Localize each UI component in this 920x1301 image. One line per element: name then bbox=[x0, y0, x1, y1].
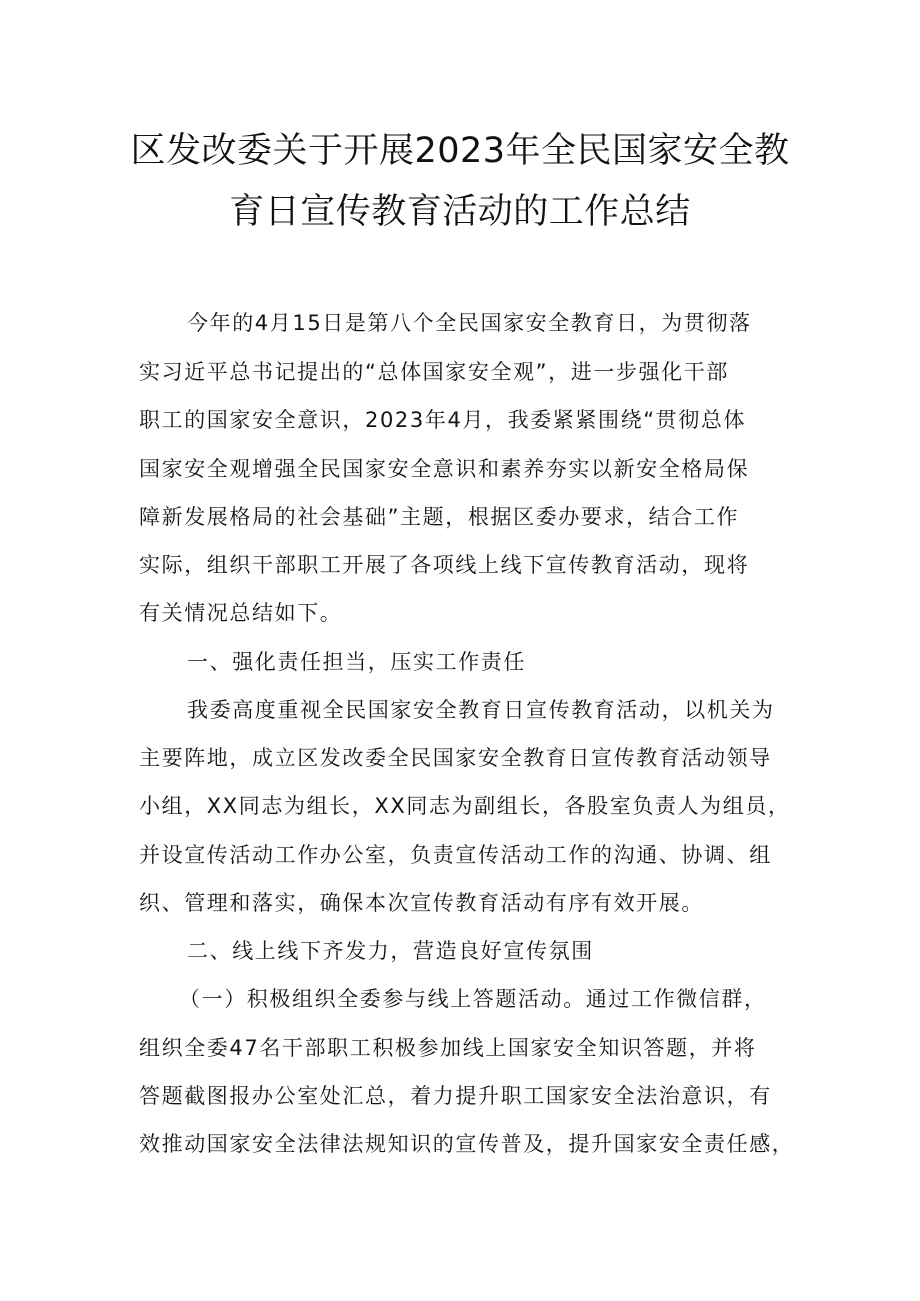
paragraph-line: 实际，组织干部职工开展了各项线上线下宣传教育活动，现将 bbox=[139, 553, 750, 577]
paragraph-line: 织、管理和落实，确保本次宣传教育活动有序有效开展。 bbox=[139, 891, 704, 915]
section-heading: 二、线上线下齐发力，营造良好宣传氛围 bbox=[187, 939, 594, 963]
paragraph-line: 有关情况总结如下。 bbox=[139, 601, 343, 625]
document-title-line-1: 区发改委关于开展2023年全民国家安全教 bbox=[130, 131, 790, 171]
document-title-line-2: 育日宣传教育活动的工作总结 bbox=[229, 192, 691, 232]
paragraph-line: 职工的国家安全意识，2023年4月，我委紧紧围绕“贯彻总体 bbox=[139, 408, 747, 432]
paragraph-line: 组织全委47名干部职工积极参加线上国家安全知识答题，并将 bbox=[139, 1036, 757, 1060]
paragraph-line: 实习近平总书记提出的“总体国家安全观”，进一步强化干部 bbox=[139, 360, 729, 384]
subsection-line: （一）积极组织全委参与线上答题活动。通过工作微信群， bbox=[179, 987, 767, 1011]
paragraph-line: 并设宣传活动工作办公室，负责宣传活动工作的沟通、协调、组 bbox=[139, 843, 772, 867]
paragraph-line: 答题截图报办公室处汇总，着力提升职工国家安全法治意识，有 bbox=[139, 1084, 772, 1108]
paragraph-line: 障新发展格局的社会基础”主题，根据区委办要求，结合工作 bbox=[139, 505, 740, 529]
paragraph-line: 小组，XX同志为组长，XX同志为副组长，各股室负责人为组员， bbox=[139, 794, 791, 818]
paragraph-line: 效推动国家安全法律法规知识的宣传普及，提升国家安全责任感， bbox=[139, 1132, 795, 1156]
paragraph-line: 主要阵地，成立区发改委全民国家安全教育日宣传教育活动领导 bbox=[139, 746, 772, 770]
section-heading: 一、强化责任担当，压实工作责任 bbox=[187, 650, 526, 674]
paragraph-line: 我委高度重视全民国家安全教育日宣传教育活动，以机关为 bbox=[187, 698, 775, 722]
paragraph-line: 国家安全观增强全民国家安全意识和素养夯实以新安全格局保 bbox=[139, 457, 750, 481]
paragraph-line: 今年的4月15日是第八个全民国家安全教育日，为贯彻落 bbox=[187, 311, 752, 335]
